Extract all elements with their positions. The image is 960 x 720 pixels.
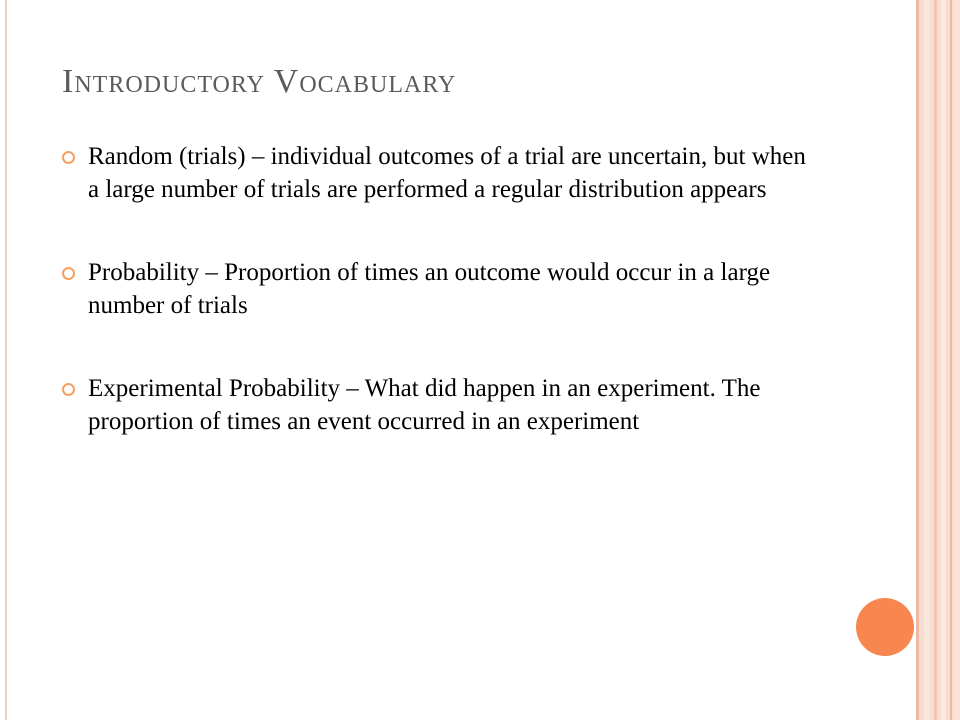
slide-title: Introductory Vocabulary — [62, 63, 457, 100]
bullet-item-experimental-probability — [62, 372, 822, 438]
hollow-circle-bullet-icon — [62, 383, 75, 396]
bullet-text: Random (trials) – individual outcomes of a trial are uncertain, but when a large number of trials are performed a regular distribution appears — [88, 143, 806, 203]
stripe-line — [955, 0, 960, 720]
right-decorative-stripes — [916, 0, 960, 720]
stripe-line — [924, 0, 930, 720]
bullet-list — [62, 140, 822, 488]
hollow-circle-bullet-icon — [62, 151, 75, 164]
stripe-line — [934, 0, 937, 720]
orange-circle-icon — [856, 598, 914, 656]
bullet-item-probability — [62, 256, 822, 322]
bullet-item-random — [62, 140, 822, 206]
hollow-circle-bullet-icon — [62, 267, 75, 280]
stripe-line — [950, 0, 952, 720]
bullet-text: Experimental Probability – What did happen in an experiment. The proportion of times an event occurred in an experiment — [88, 375, 761, 435]
stripe-line — [941, 0, 946, 720]
stripe-line — [916, 0, 919, 720]
left-border-line — [5, 0, 7, 720]
bullet-text: Probability – Proportion of times an outcome would occur in a large number of trials — [88, 259, 771, 319]
